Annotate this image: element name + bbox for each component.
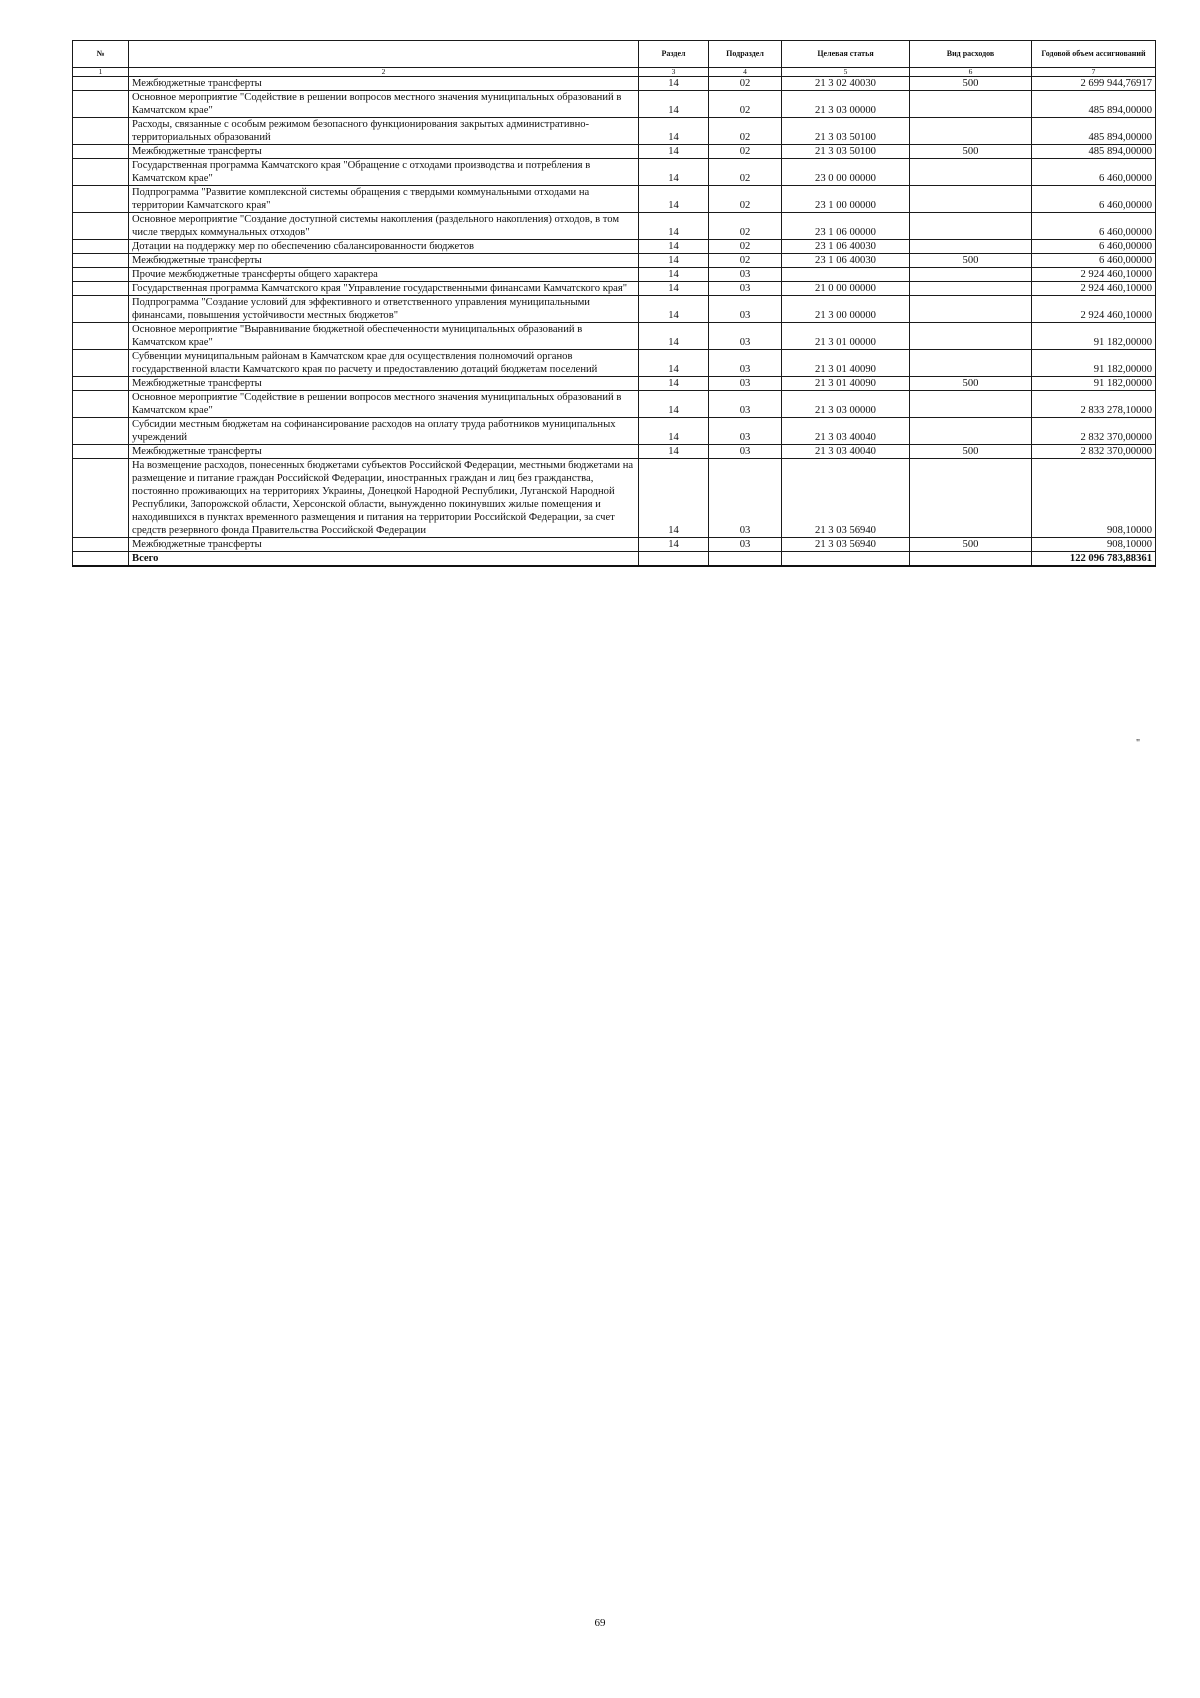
header-no: №	[73, 41, 129, 68]
row-no-cell	[73, 268, 129, 282]
header-razdel: Раздел	[639, 41, 709, 68]
row-razdel-cell: 14	[639, 213, 709, 240]
row-amount-cell: 91 182,00000	[1032, 377, 1156, 391]
row-no-cell	[73, 77, 129, 91]
row-tselevaya-cell: 21 3 03 50100	[782, 145, 910, 159]
row-amount-cell: 91 182,00000	[1032, 350, 1156, 377]
row-no-cell	[73, 240, 129, 254]
row-podrazdel-cell: 03	[709, 418, 782, 445]
row-name-cell: Основное мероприятие "Выравнивание бюджетной обеспеченности муниципальных образований в Камчатском крае"	[129, 323, 639, 350]
row-tselevaya-cell: 23 1 06 40030	[782, 240, 910, 254]
row-amount-cell: 2 924 460,10000	[1032, 282, 1156, 296]
table-row	[73, 118, 1156, 145]
row-tselevaya-cell: 21 3 03 00000	[782, 391, 910, 418]
row-vid-cell: 500	[910, 377, 1032, 391]
row-podrazdel-cell: 02	[709, 186, 782, 213]
column-number: 1	[73, 68, 129, 77]
table-row	[73, 213, 1156, 240]
row-tselevaya-cell: 23 1 06 40030	[782, 254, 910, 268]
row-podrazdel-cell: 03	[709, 377, 782, 391]
table-row	[73, 254, 1156, 268]
row-name-cell: Государственная программа Камчатского края "Обращение с отходами производства и потребления в Камчатском крае"	[129, 159, 639, 186]
table-row	[73, 77, 1156, 91]
row-tselevaya-cell: 23 1 00 00000	[782, 186, 910, 213]
row-name-cell: Подпрограмма "Создание условий для эффективного и ответственного управления муниципальными финансами, повышения устойчивости местных бюджетов"	[129, 296, 639, 323]
column-number: 6	[910, 68, 1032, 77]
row-razdel-cell: 14	[639, 296, 709, 323]
table-row	[73, 350, 1156, 377]
row-tselevaya-cell: 21 3 03 50100	[782, 118, 910, 145]
row-no-cell	[73, 118, 129, 145]
row-podrazdel-cell: 02	[709, 240, 782, 254]
row-no-cell	[73, 282, 129, 296]
row-razdel-cell: 14	[639, 445, 709, 459]
row-vid-cell	[910, 323, 1032, 350]
row-podrazdel-cell: 03	[709, 459, 782, 538]
total-amount: 122 096 783,88361	[1032, 552, 1156, 567]
total-no-cell	[73, 552, 129, 567]
row-razdel-cell: 14	[639, 145, 709, 159]
row-vid-cell: 500	[910, 145, 1032, 159]
total-row	[73, 552, 1156, 567]
row-podrazdel-cell: 03	[709, 268, 782, 282]
row-name-cell: Межбюджетные трансферты	[129, 145, 639, 159]
total-empty-cell	[709, 552, 782, 567]
row-podrazdel-cell: 03	[709, 296, 782, 323]
header-name	[129, 41, 639, 68]
row-amount-cell: 6 460,00000	[1032, 159, 1156, 186]
row-no-cell	[73, 445, 129, 459]
row-razdel-cell: 14	[639, 323, 709, 350]
row-vid-cell: 500	[910, 445, 1032, 459]
header-obem: Годовой объем ассигнований	[1032, 41, 1156, 68]
row-amount-cell: 6 460,00000	[1032, 213, 1156, 240]
row-razdel-cell: 14	[639, 77, 709, 91]
row-tselevaya-cell: 21 3 02 40030	[782, 77, 910, 91]
column-number-row	[73, 68, 1156, 77]
row-podrazdel-cell: 02	[709, 91, 782, 118]
row-vid-cell	[910, 186, 1032, 213]
header-tselevaya: Целевая статья	[782, 41, 910, 68]
table-row	[73, 186, 1156, 213]
total-empty-cell	[782, 552, 910, 567]
row-name-cell: Дотации на поддержку мер по обеспечению сбалансированности бюджетов	[129, 240, 639, 254]
table-body	[73, 77, 1156, 567]
row-razdel-cell: 14	[639, 282, 709, 296]
row-vid-cell	[910, 91, 1032, 118]
row-amount-cell: 908,10000	[1032, 538, 1156, 552]
row-tselevaya-cell: 21 0 00 00000	[782, 282, 910, 296]
total-empty-cell	[910, 552, 1032, 567]
row-vid-cell	[910, 159, 1032, 186]
column-number: 2	[129, 68, 639, 77]
row-amount-cell: 485 894,00000	[1032, 91, 1156, 118]
row-razdel-cell: 14	[639, 418, 709, 445]
row-vid-cell	[910, 350, 1032, 377]
row-tselevaya-cell: 21 3 01 40090	[782, 350, 910, 377]
row-amount-cell: 2 924 460,10000	[1032, 296, 1156, 323]
row-razdel-cell: 14	[639, 240, 709, 254]
row-podrazdel-cell: 02	[709, 77, 782, 91]
table-row	[73, 91, 1156, 118]
row-vid-cell	[910, 296, 1032, 323]
row-amount-cell: 2 924 460,10000	[1032, 268, 1156, 282]
table-row	[73, 145, 1156, 159]
row-name-cell: Межбюджетные трансферты	[129, 254, 639, 268]
table-row	[73, 282, 1156, 296]
table-row	[73, 268, 1156, 282]
row-no-cell	[73, 350, 129, 377]
row-no-cell	[73, 213, 129, 240]
row-no-cell	[73, 323, 129, 350]
row-name-cell: Основное мероприятие "Содействие в решении вопросов местного значения муниципальных образований в Камчатском крае"	[129, 391, 639, 418]
row-razdel-cell: 14	[639, 459, 709, 538]
row-razdel-cell: 14	[639, 377, 709, 391]
row-no-cell	[73, 145, 129, 159]
row-razdel-cell: 14	[639, 391, 709, 418]
row-tselevaya-cell: 21 3 03 00000	[782, 91, 910, 118]
row-podrazdel-cell: 02	[709, 213, 782, 240]
row-amount-cell: 485 894,00000	[1032, 118, 1156, 145]
table-row	[73, 445, 1156, 459]
table-row	[73, 159, 1156, 186]
row-tselevaya-cell: 23 1 06 00000	[782, 213, 910, 240]
row-tselevaya-cell: 23 0 00 00000	[782, 159, 910, 186]
table-row	[73, 377, 1156, 391]
table-row	[73, 538, 1156, 552]
row-razdel-cell: 14	[639, 254, 709, 268]
row-no-cell	[73, 391, 129, 418]
table-row	[73, 296, 1156, 323]
header-vid: Вид расходов	[910, 41, 1032, 68]
column-number: 3	[639, 68, 709, 77]
row-name-cell: Основное мероприятие "Создание доступной системы накопления (раздельного накопления) отходов, в том числе твердых коммунальных отходов"	[129, 213, 639, 240]
row-razdel-cell: 14	[639, 91, 709, 118]
row-podrazdel-cell: 02	[709, 254, 782, 268]
row-vid-cell: 500	[910, 538, 1032, 552]
table-row	[73, 391, 1156, 418]
table-row	[73, 418, 1156, 445]
budget-page	[72, 40, 1155, 567]
row-razdel-cell: 14	[639, 186, 709, 213]
row-podrazdel-cell: 03	[709, 538, 782, 552]
row-razdel-cell: 14	[639, 350, 709, 377]
row-podrazdel-cell: 02	[709, 159, 782, 186]
page-number: 69	[594, 1617, 606, 1629]
row-amount-cell: 91 182,00000	[1032, 323, 1156, 350]
row-tselevaya-cell: 21 3 03 56940	[782, 459, 910, 538]
row-name-cell: Прочие межбюджетные трансферты общего характера	[129, 268, 639, 282]
table-row	[73, 323, 1156, 350]
header-podrazdel: Подраздел	[709, 41, 782, 68]
row-name-cell: Межбюджетные трансферты	[129, 377, 639, 391]
row-vid-cell	[910, 418, 1032, 445]
row-amount-cell: 2 833 278,10000	[1032, 391, 1156, 418]
table-row	[73, 240, 1156, 254]
row-name-cell: Подпрограмма "Развитие комплексной системы обращения с твердыми коммунальными отходами на территории Камчатского края"	[129, 186, 639, 213]
row-tselevaya-cell: 21 3 03 40040	[782, 445, 910, 459]
row-vid-cell	[910, 240, 1032, 254]
trailing-quote-mark: "	[1136, 738, 1141, 749]
row-tselevaya-cell: 21 3 00 00000	[782, 296, 910, 323]
row-vid-cell	[910, 391, 1032, 418]
row-amount-cell: 6 460,00000	[1032, 186, 1156, 213]
row-no-cell	[73, 377, 129, 391]
row-tselevaya-cell: 21 3 03 56940	[782, 538, 910, 552]
row-name-cell: Государственная программа Камчатского края "Управление государственными финансами Камчатского края"	[129, 282, 639, 296]
row-amount-cell: 485 894,00000	[1032, 145, 1156, 159]
column-number: 7	[1032, 68, 1156, 77]
row-podrazdel-cell: 03	[709, 350, 782, 377]
row-tselevaya-cell	[782, 268, 910, 282]
row-podrazdel-cell: 03	[709, 445, 782, 459]
row-vid-cell	[910, 459, 1032, 538]
row-name-cell: На возмещение расходов, понесенных бюджетами субъектов Российской Федерации, местными бюджетами на размещение и питание граждан Российской Федерации, иностранных граждан и лиц без гражданства, постоянно проживающих на территориях Украины, Донецкой Народной Республики, Луганской Народной Республики, Запорожской области, Херсонской области, вынужденно покинувших жилые помещения и находившихся в пунктах временного размещения и питания на территории Российской Федерации, за счет средств резервного фонда Правительства Российской Федерации	[129, 459, 639, 538]
column-number: 4	[709, 68, 782, 77]
row-podrazdel-cell: 03	[709, 282, 782, 296]
row-no-cell	[73, 418, 129, 445]
row-vid-cell	[910, 213, 1032, 240]
row-tselevaya-cell: 21 3 01 40090	[782, 377, 910, 391]
row-no-cell	[73, 459, 129, 538]
row-no-cell	[73, 254, 129, 268]
row-amount-cell: 908,10000	[1032, 459, 1156, 538]
total-label: Всего	[129, 552, 639, 567]
row-vid-cell	[910, 118, 1032, 145]
row-no-cell	[73, 538, 129, 552]
row-razdel-cell: 14	[639, 118, 709, 145]
row-podrazdel-cell: 03	[709, 323, 782, 350]
table-row	[73, 459, 1156, 538]
row-vid-cell: 500	[910, 254, 1032, 268]
row-amount-cell: 2 832 370,00000	[1032, 418, 1156, 445]
column-number: 5	[782, 68, 910, 77]
row-name-cell: Межбюджетные трансферты	[129, 538, 639, 552]
row-razdel-cell: 14	[639, 538, 709, 552]
row-no-cell	[73, 186, 129, 213]
row-name-cell: Межбюджетные трансферты	[129, 77, 639, 91]
row-amount-cell: 2 832 370,00000	[1032, 445, 1156, 459]
row-amount-cell: 6 460,00000	[1032, 254, 1156, 268]
row-no-cell	[73, 91, 129, 118]
row-name-cell: Субсидии местным бюджетам на софинансирование расходов на оплату труда работников муниципальных учреждений	[129, 418, 639, 445]
row-razdel-cell: 14	[639, 159, 709, 186]
budget-table	[72, 40, 1156, 567]
row-amount-cell: 6 460,00000	[1032, 240, 1156, 254]
total-empty-cell	[639, 552, 709, 567]
row-no-cell	[73, 296, 129, 323]
row-vid-cell: 500	[910, 77, 1032, 91]
row-razdel-cell: 14	[639, 268, 709, 282]
row-podrazdel-cell: 02	[709, 118, 782, 145]
row-vid-cell	[910, 268, 1032, 282]
row-vid-cell	[910, 282, 1032, 296]
row-tselevaya-cell: 21 3 03 40040	[782, 418, 910, 445]
row-name-cell: Субвенции муниципальным районам в Камчатском крае для осуществления полномочий органов государственной власти Камчатского края по расчету и предоставлению дотаций бюджетам поселений	[129, 350, 639, 377]
row-no-cell	[73, 159, 129, 186]
header-row	[73, 41, 1156, 68]
row-name-cell: Основное мероприятие "Содействие в решении вопросов местного значения муниципальных образований в Камчатском крае"	[129, 91, 639, 118]
row-amount-cell: 2 699 944,76917	[1032, 77, 1156, 91]
row-name-cell: Расходы, связанные с особым режимом безопасного функционирования закрытых административно-территориальных образований	[129, 118, 639, 145]
row-podrazdel-cell: 02	[709, 145, 782, 159]
row-tselevaya-cell: 21 3 01 00000	[782, 323, 910, 350]
row-podrazdel-cell: 03	[709, 391, 782, 418]
row-name-cell: Межбюджетные трансферты	[129, 445, 639, 459]
